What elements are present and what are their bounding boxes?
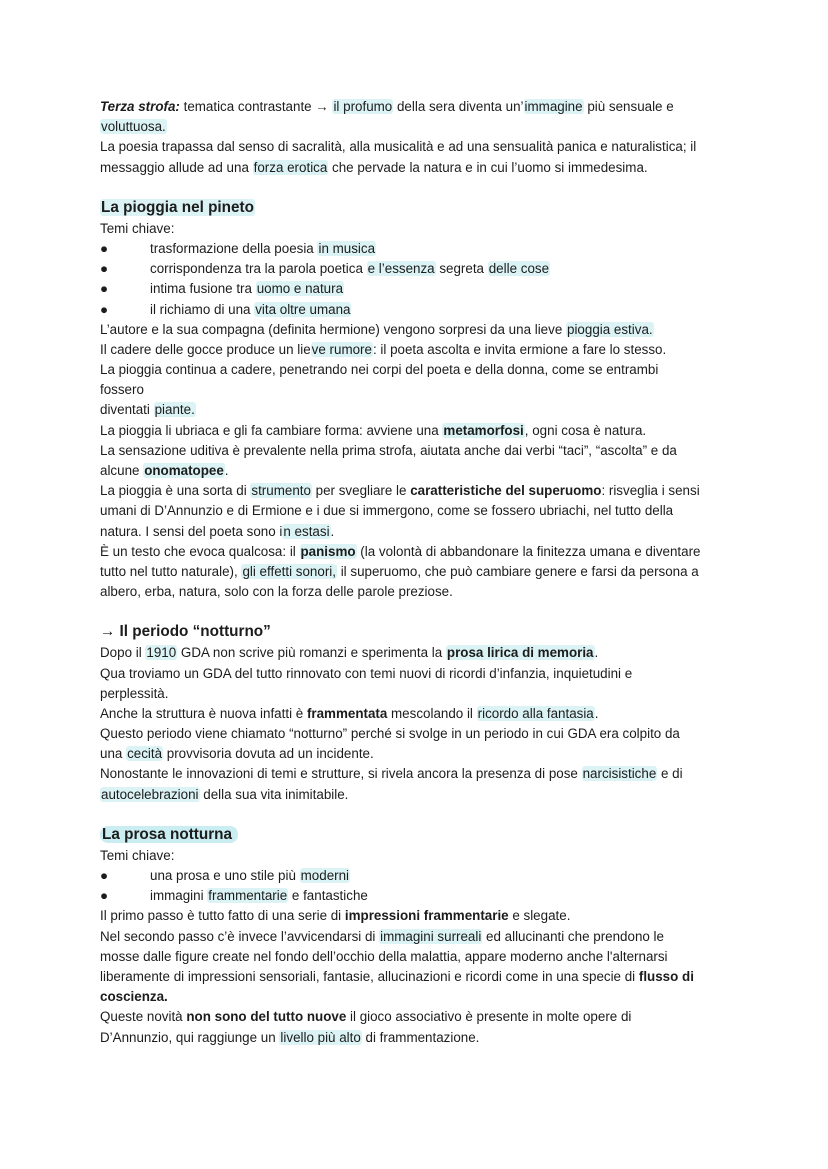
list-item: ● trasformazione della poesia in musica [100,239,740,259]
text-line: Temi chiave: [100,847,175,863]
highlight: ricordo alla fantasia [477,705,594,721]
text-line: mosse dalle figure create nel fondo dell’occhio della malattia, appare moderno anche l'alternarsi [100,948,668,964]
section-label: Terza strofa: [100,99,180,114]
text-line: Temi chiave: [100,220,175,236]
highlight: immagini surreali [380,928,482,944]
text-line: autocelebrazioni della sua vita inimitabile. [101,786,349,802]
text-line: tutto nel tutto naturale), gli effetti sonori, il superuomo, che può cambiare genere e farsi da persona a [100,563,699,579]
text-line: Nel secondo passo c’è invece l’avvicendarsi di immagini surreali ed allucinanti che prendono le [100,928,664,944]
highlight: frammentarie [208,888,288,904]
text-line: coscienza. [100,989,168,1005]
highlight: n estasi [283,523,330,539]
highlight: uomo e natura [256,281,344,297]
text-line: D’Annunzio, qui raggiunge un livello più alto di frammentazione. [100,1029,480,1045]
highlight: prosa lirica di memoria [446,645,594,661]
text-line: Qua troviamo un GDA del tutto rinnovato con temi nuovi di ricordi d’infanzia, inquietudini e [100,665,633,681]
text-line: liberamente di impressioni sensoriali, fantasie, allucinazioni e ricordi come in una specie di flusso di [100,968,694,984]
highlight: in musica [318,240,376,256]
text-line: La pioggia continua a cadere, penetrando nei corpi del poeta e della donna, come se entrambi [100,362,659,378]
highlight: gli effetti sonori, [242,563,336,579]
bullet-icon: ● [100,888,109,904]
highlight: voluttuosa. [101,119,166,135]
highlight: strumento [251,483,311,499]
list-item: ● il richiamo di una vita oltre umana [100,300,740,320]
text-line: Dopo il 1910 GDA non scrive più romanzi e sperimenta la prosa lirica di memoria. [100,645,599,661]
text-line: Nonostante le innovazioni di temi e strutture, si rivela ancora la presenza di pose narcisistiche e di [100,766,683,782]
text-line: perplessità. [100,685,169,701]
text-line: Terza strofa: tematica contrastante → il profumo della sera diventa un’immagine più sensuale e [100,99,674,114]
highlight: autocelebrazioni [101,786,199,802]
text-line: Il primo passo è tutto fatto di una serie di impressioni frammentarie e slegate. [100,908,571,924]
list-item: ● una prosa e uno stile più moderni [100,866,740,886]
text-line: Anche la struttura è nuova infatti è frammentata mescolando il ricordo alla fantasia. [100,705,599,721]
highlight: e l’essenza [367,261,435,277]
highlight: moderni [300,868,350,883]
text-line: umani di D’Annunzio e di Ermione e i due si immergono, come se fossero ubriachi, nel tutto della [100,503,674,519]
text-line: albero, erba, natura, solo con la forza delle parole preziose. [100,584,453,600]
bullet-icon: ● [100,261,109,277]
text-line [100,117,740,137]
document-content [100,97,740,1048]
section-heading: → Il periodo “notturno” [100,623,271,641]
highlight: panismo [300,543,356,559]
text-line: Il cadere delle gocce produce un lieve rumore: il poeta ascolta e invita ermione a fare lo stesso. [100,341,667,357]
section-heading: La pioggia nel pineto [101,198,254,216]
text-line: Questo periodo viene chiamato “notturno” perché si svolge in un periodo in cui GDA era colpito da [100,726,680,742]
text-line: È un testo che evoca qualcosa: il panismo (la volontà di abbandonare la finitezza umana e diventare [100,543,701,559]
highlight: cecità [127,746,163,762]
highlight: delle cose [488,261,550,277]
text-line: diventati piante. [100,402,195,418]
highlight: narcisistiche [582,766,657,782]
highlight: piante. [154,402,195,418]
bullet-icon: ● [100,281,109,297]
text-line: La sensazione uditiva è prevalente nella prima strofa, aiutata anche dai verbi “taci”, “ascolta” e da [100,442,677,458]
text-line: L’autore e la sua compagna (definita hermione) vengono sorpresi da una lieve pioggia estiva. [100,321,653,337]
text-line: La poesia trapassa dal senso di sacralità, alla musicalità e ad una sensualità panica e naturalistica; il [100,139,697,155]
text-line: La pioggia li ubriaca e gli fa cambiare forma: avviene una metamorfosi, ogni cosa è natura. [100,422,647,438]
text-line: messaggio allude ad una forza erotica che pervade la natura e in cui l’uomo si immedesima. [100,159,648,175]
highlight: vita oltre umana [255,301,351,317]
highlight: livello più alto [280,1029,361,1045]
bullet-icon: ● [100,301,109,317]
list-item: ● corrispondenza tra la parola poetica e l’essenza segreta delle cose [100,259,740,279]
list-item: ● immagini frammentarie e fantastiche [100,886,740,906]
text-line: una cecità provvisoria dovuta ad un incidente. [100,746,374,762]
text-line: fossero [100,382,144,398]
highlight: 1910 [146,645,177,661]
highlight: forza erotica [253,159,328,175]
section-heading: La prosa notturna [100,824,740,846]
highlight: il profumo [333,99,393,114]
text-line: alcune onomatopee. [100,463,229,478]
text-line: Queste novità non sono del tutto nuove il gioco associativo è presente in molte opere di [100,1009,632,1025]
bullet-icon: ● [100,868,109,883]
list-item: ● intima fusione tra uomo e natura [100,279,740,299]
highlight: onomatopee [144,463,224,478]
text-line: La pioggia è una sorta di strumento per svegliare le caratteristiche del superuomo: risveglia i sensi [100,483,700,499]
highlight: immagine [524,99,583,114]
highlight: metamorfosi [443,422,524,438]
bullet-icon: ● [100,240,109,256]
highlight: ve rumore [311,341,372,357]
text-line: natura. I sensi del poeta sono in estasi. [100,523,335,539]
highlight: pioggia estiva. [567,321,653,337]
